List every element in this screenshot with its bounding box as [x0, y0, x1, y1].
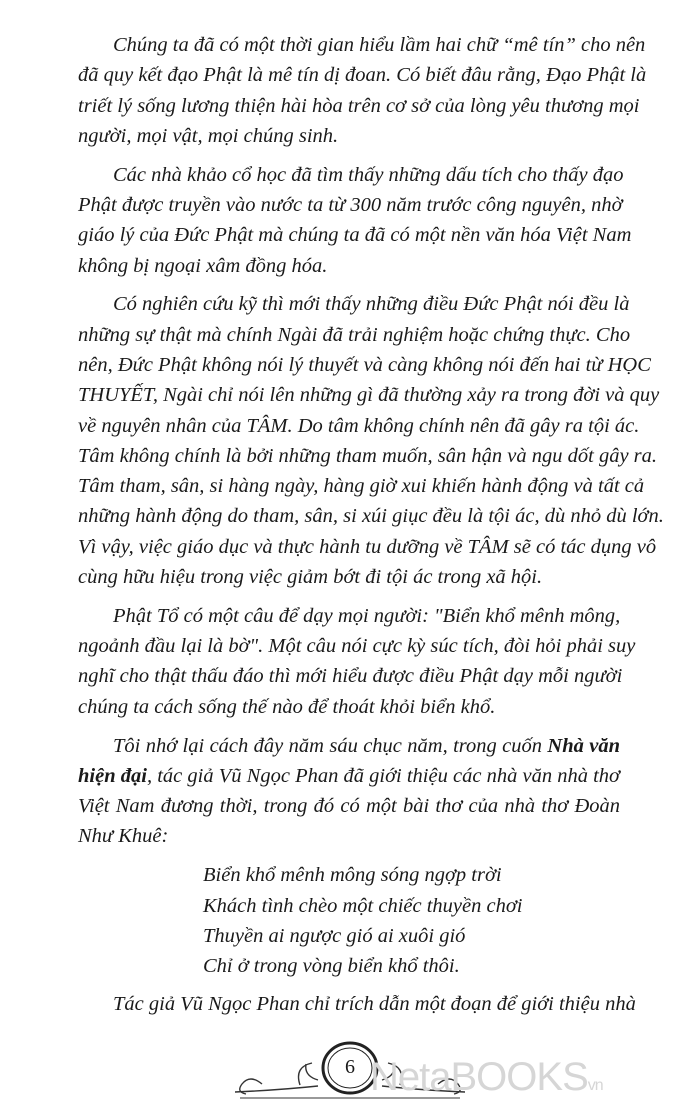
poem-line: Khách tình chèo một chiếc thuyền chơi	[203, 894, 523, 917]
text-segment: Phật được truyền vào nước ta từ 300 năm trước công nguyên, nhờ	[78, 193, 623, 216]
text-segment: THUYẾT, Ngài chỉ nói lên những gì đã thường xảy ra trong đời và quy	[78, 384, 660, 407]
text-line	[78, 821, 620, 851]
text-segment: triết lý sống lương thiện hài hòa trên cơ sở của lòng yêu thương mọi	[78, 94, 640, 117]
text-line	[78, 562, 620, 592]
text-segment: Tâm tham, sân, si hàng ngày, hàng giờ xui khiến hành động và tất cả	[78, 475, 645, 498]
text-line	[78, 692, 620, 722]
page-number: 6	[345, 1056, 355, 1078]
text-line	[78, 121, 620, 151]
text-segment: Các nhà khảo cổ học đã tìm thấy những dấu tích cho thấy đạo	[113, 163, 624, 186]
text-line	[78, 661, 623, 691]
text-segment: nên, Đức Phật không nói lý thuyết và càng không nói đến hai từ HỌC	[78, 353, 651, 376]
poem-line: Thuyền ai ngược gió ai xuôi gió	[203, 924, 466, 947]
text-line	[78, 411, 640, 441]
text-segment: đã quy kết đạo Phật là mê tín dị đoan. Có biết đâu rằng, Đạo Phật là	[78, 64, 647, 87]
text-segment: người, mọi vật, mọi chúng sinh.	[78, 124, 339, 147]
text-line	[78, 320, 631, 350]
text-segment: những hành động do tham, sân, si xúi giục đều là tội ác, dù nhỏ dù lớn.	[78, 505, 664, 528]
text-line	[78, 501, 664, 531]
text-segment: ngoảnh đầu lại là bờ". Một câu nói cực kỳ súc tích, đòi hỏi phải suy	[78, 635, 636, 658]
text-line	[78, 791, 620, 821]
paragraph	[78, 289, 664, 592]
text-line	[78, 532, 657, 562]
text-segment: không bị ngoại xâm đồng hóa.	[78, 254, 328, 277]
page-body	[78, 30, 664, 1028]
text-line	[78, 190, 623, 220]
text-segment: Tôi nhớ lại cách đây năm sáu chục năm, trong cuốn	[113, 734, 548, 757]
text-segment: chúng ta cách sống thế nào để thoát khỏi biển khổ.	[78, 695, 496, 718]
text-segment: , tác giả Vũ Ngọc Phan đã giới thiệu các nhà văn nhà thơ	[146, 764, 620, 787]
text-line	[78, 91, 640, 121]
bold-text: Nhà văn	[547, 734, 620, 757]
text-line	[78, 350, 651, 380]
paragraph	[78, 989, 636, 1019]
watermark-logo: NetaBOOKSvn	[370, 1055, 603, 1099]
bold-text: hiện đại	[78, 764, 147, 787]
text-segment: giáo lý của Đức Phật mà chúng ta đã có một nền văn hóa Việt Nam	[78, 224, 632, 247]
text-segment: Như Khuê:	[78, 825, 169, 848]
text-segment: những sự thật mà chính Ngài đã trải nghiệm hoặc chứng thực. Cho	[78, 323, 631, 346]
text-line	[78, 989, 636, 1019]
paragraph	[78, 731, 620, 852]
poem-line: Chỉ ở trong vòng biển khổ thôi.	[203, 955, 460, 978]
poem	[78, 860, 620, 981]
text-segment: nghĩ cho thật thấu đáo thì mới hiểu được điều Phật dạy mỗi người	[78, 665, 623, 688]
text-segment: Phật Tổ có một câu để dạy mọi người: "Biển khổ mênh mông,	[113, 604, 621, 627]
text-segment: Có nghiên cứu kỹ thì mới thấy những điều Đức Phật nói đều là	[113, 293, 630, 316]
text-segment: cùng hữu hiệu trong việc giảm bớt đi tội ác trong xã hội.	[78, 566, 543, 589]
text-segment: Tâm không chính là bởi những tham muốn, sân hận và ngu dốt gây ra.	[78, 444, 658, 467]
text-line	[78, 380, 660, 410]
text-line	[78, 160, 624, 190]
text-line	[78, 289, 630, 319]
text-line	[78, 631, 636, 661]
text-line	[78, 761, 620, 791]
poem-line: Biển khổ mênh mông sóng ngợp trời	[203, 864, 502, 887]
text-line	[78, 30, 646, 60]
text-segment: Chúng ta đã có một thời gian hiểu lầm hai chữ “mê tín” cho nên	[113, 34, 646, 56]
paragraph	[78, 601, 636, 722]
text-segment: Tác giả Vũ Ngọc Phan chỉ trích dẫn một đoạn để giới thiệu nhà	[113, 993, 636, 1016]
text-line	[78, 60, 647, 90]
text-line	[78, 251, 620, 281]
text-segment: Việt Nam đương thời, trong đó có một bài thơ của nhà thơ Đoàn	[78, 795, 620, 818]
text-line	[78, 220, 632, 250]
text-segment: về nguyên nhân của TÂM. Do tâm không chính nên đã gây ra tội ác.	[78, 414, 640, 437]
paragraph	[78, 160, 632, 281]
text-line	[78, 471, 645, 501]
text-segment: Vì vậy, việc giáo dục và thực hành tu dưỡng về TÂM sẽ có tác dụng vô	[78, 535, 657, 558]
text-line	[78, 441, 658, 471]
text-line	[78, 601, 620, 631]
paragraph	[78, 30, 647, 151]
text-line	[78, 731, 620, 761]
